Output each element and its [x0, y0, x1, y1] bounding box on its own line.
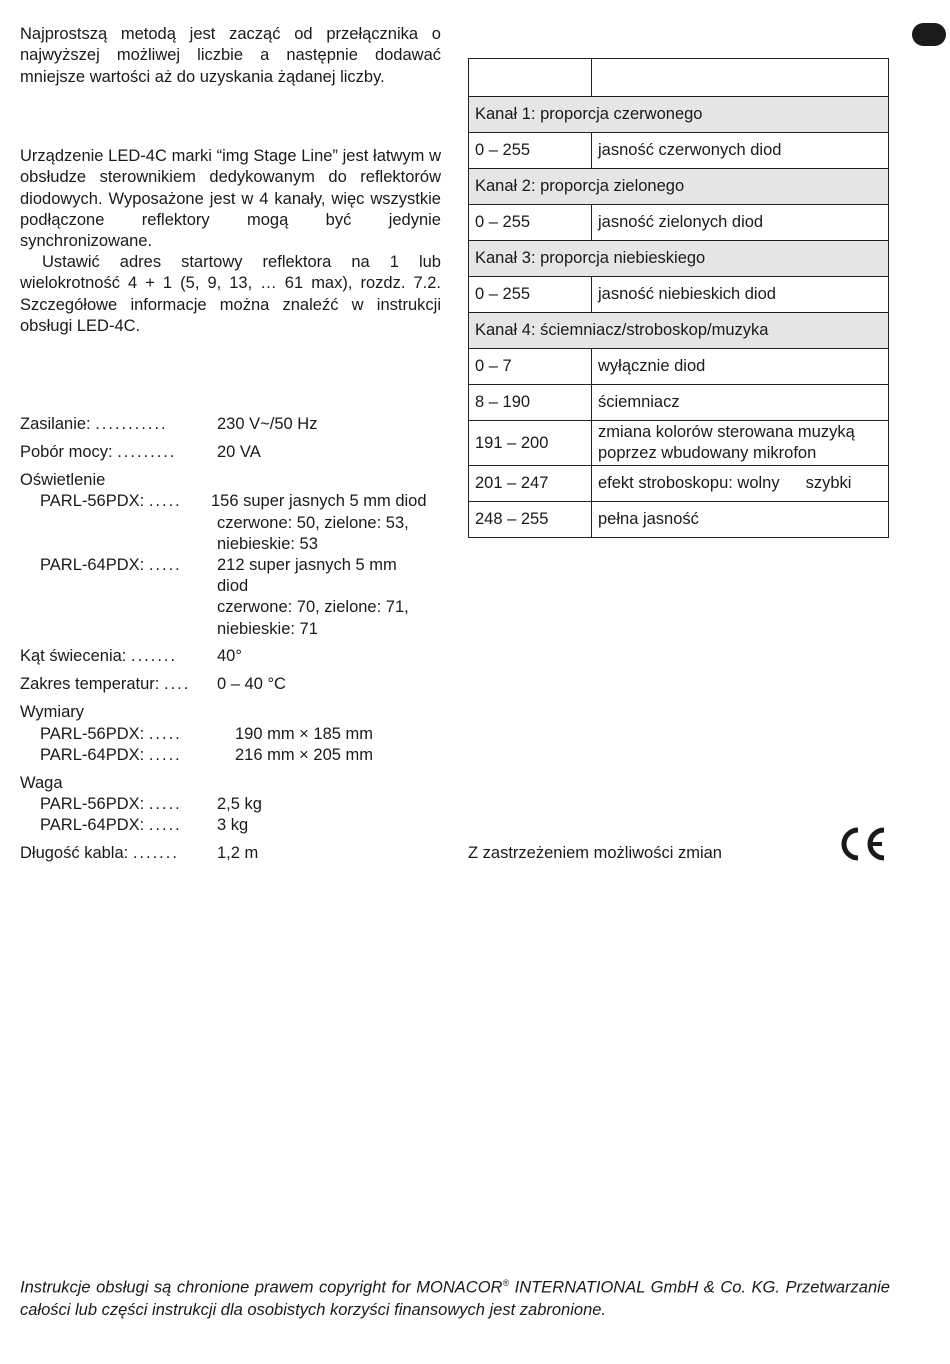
table-row [469, 349, 889, 385]
table-row [469, 421, 889, 466]
table-section-row [469, 169, 889, 205]
spec-value: 1,2 m [217, 844, 259, 862]
spec-label: PARL-56PDX: [40, 725, 145, 743]
spec-value: 190 mm × 185 mm [235, 725, 374, 743]
spec-value: 2,5 kg [217, 795, 262, 813]
spec-dots: ....... [132, 844, 179, 862]
spec-weight-label: Waga [20, 774, 63, 792]
dmx-channel-table [468, 58, 889, 538]
spec-dots: ..... [148, 556, 182, 574]
intro-paragraph-2: Urządzenie LED-4C marki “img Stage Line” jest łatwym w obsłudze sterownikiem dedykowanym do reflektorów diodowych. Wyposażone jest w 4 kanały, więc wszystkie podłączone reflektory mogą być jedynie synchronizowane. [20, 147, 441, 251]
intro-paragraph-1: Najprostszą metodą jest zacząć od przełącznika o najwyższej możliwej liczbie a następnie dodawać mniejsze wartości aż do uzyskania żądanej liczby. [20, 25, 441, 86]
spec-angle [20, 646, 177, 667]
spec-dots: .... [163, 675, 191, 693]
value-description: pełna jasność [592, 502, 889, 538]
table-row [469, 385, 889, 421]
table-row [469, 205, 889, 241]
value-range: 191 – 200 [469, 421, 592, 466]
value-description: jasność zielonych diod [592, 205, 889, 241]
spec-dots: ..... [148, 816, 182, 834]
spec-dots: ..... [148, 795, 182, 813]
table-row [469, 466, 889, 502]
spec-lighting-56 [40, 491, 182, 512]
value-description: zmiana kolorów sterowana muzyką poprzez wbudowany mikrofon [592, 421, 889, 466]
spec-lighting-label: Oświetlenie [20, 471, 106, 489]
spec-dots: ......... [117, 443, 177, 461]
spec-dots: ....... [130, 647, 178, 665]
registered-mark: ® [502, 1278, 510, 1288]
spec-value: diod [217, 577, 249, 595]
copyright-text: INTERNATIONAL GmbH & Co. KG. Przetwarzanie całości lub części instrukcji dla osobistych korzyści finansowych jest zabronione. [20, 1278, 890, 1319]
value-range: 201 – 247 [469, 466, 592, 502]
spec-weight-56 [40, 794, 182, 815]
strobe-fast-label: szybki [805, 474, 852, 492]
table-header-cell [469, 59, 592, 97]
spec-dimensions-64 [40, 745, 182, 766]
channel-2-heading: Kanał 2: proporcja zielonego [469, 169, 889, 205]
notice-text: Z zastrzeżeniem możliwości zmian [468, 844, 722, 862]
spec-dots: ........... [95, 415, 168, 433]
spec-cable [20, 843, 179, 864]
table-row [469, 502, 889, 538]
value-description: jasność czerwonych diod [592, 133, 889, 169]
table-section-row [469, 241, 889, 277]
strobe-slow-label: efekt stroboskopu: wolny [598, 474, 780, 492]
table-header-cell [592, 59, 889, 97]
table-section-row [469, 97, 889, 133]
spec-consumption [20, 442, 176, 463]
spec-label: Pobór mocy: [20, 443, 113, 461]
spec-value: niebieskie: 71 [217, 620, 318, 638]
spec-lighting-64 [40, 555, 182, 576]
ce-mark-icon [837, 824, 887, 864]
spec-value: 20 VA [217, 443, 261, 461]
spec-value: 156 super jasnych 5 mm diod [211, 492, 427, 510]
spec-label: PARL-56PDX: [40, 795, 145, 813]
value-description: wyłącznie diod [592, 349, 889, 385]
value-range: 0 – 7 [469, 349, 592, 385]
table-row [469, 133, 889, 169]
copyright-text: Instrukcje obsługi są chronione prawem copyright for MONACOR [20, 1278, 503, 1297]
value-description [592, 466, 889, 502]
spec-label: PARL-64PDX: [40, 816, 145, 834]
spec-temperature [20, 674, 190, 695]
spec-dimensions-label: Wymiary [20, 703, 85, 721]
spec-value: 230 V~/50 Hz [217, 415, 318, 433]
spec-label: PARL-56PDX: [40, 492, 145, 510]
value-description: jasność niebieskich diod [592, 277, 889, 313]
spec-value: czerwone: 50, zielone: 53, [217, 514, 409, 532]
spec-value: 40° [217, 647, 242, 665]
spec-value: 3 kg [217, 816, 249, 834]
table-header-row [469, 59, 889, 97]
value-description: ściemniacz [592, 385, 889, 421]
spec-dots: ..... [148, 746, 182, 764]
channel-3-heading: Kanał 3: proporcja niebieskiego [469, 241, 889, 277]
copyright-footer [20, 1272, 890, 1321]
spec-value: czerwone: 70, zielone: 71, [217, 598, 409, 616]
value-range: 248 – 255 [469, 502, 592, 538]
spec-power [20, 414, 168, 435]
spec-label: Długość kabla: [20, 844, 129, 862]
value-range: 0 – 255 [469, 133, 592, 169]
value-range: 0 – 255 [469, 205, 592, 241]
spec-label: Kąt świecenia: [20, 647, 127, 665]
spec-value: 216 mm × 205 mm [235, 746, 374, 764]
spec-label: PARL-64PDX: [40, 746, 145, 764]
channel-1-heading: Kanał 1: proporcja czerwonego [469, 97, 889, 133]
value-range: 0 – 255 [469, 277, 592, 313]
spec-dots: ..... [148, 492, 182, 510]
spec-label: Zakres temperatur: [20, 675, 160, 693]
spec-dimensions-56 [40, 724, 182, 745]
value-range: 8 – 190 [469, 385, 592, 421]
spec-label: PARL-64PDX: [40, 556, 145, 574]
spec-label: Zasilanie: [20, 415, 91, 433]
intro-paragraph-3: Ustawić adres startowy reflektora na 1 lub wielokrotność 4 + 1 (5, 9, 13, … 61 max), rozdz. 7.2. Szczegółowe informacje można znaleźć w instrukcji obsługi LED-4C. [20, 253, 441, 335]
spec-value: 212 super jasnych 5 mm [217, 556, 397, 574]
language-tab-marker [912, 23, 946, 46]
channel-4-heading: Kanał 4: ściemniacz/stroboskop/muzyka [469, 313, 889, 349]
table-row [469, 277, 889, 313]
spec-value: niebieskie: 53 [217, 535, 318, 553]
table-section-row [469, 313, 889, 349]
spec-value: 0 – 40 °C [217, 675, 286, 693]
spec-dots: ..... [148, 725, 182, 743]
spec-weight-64 [40, 815, 182, 836]
